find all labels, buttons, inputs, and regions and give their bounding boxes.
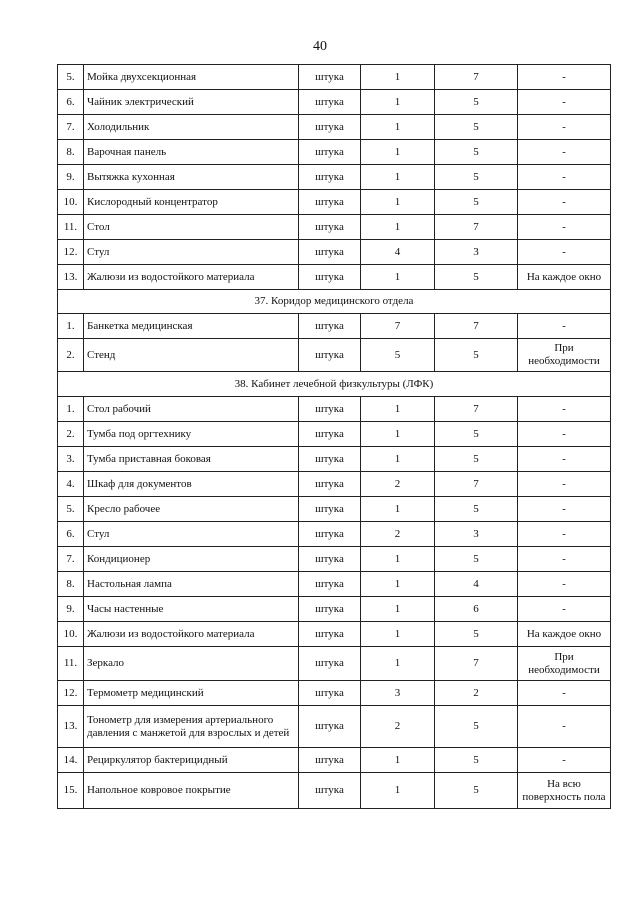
row-number-cell: 14.: [58, 748, 84, 773]
item-name-cell: Шкаф для документов: [84, 472, 299, 497]
table-row: [58, 706, 611, 748]
table-row: [58, 65, 611, 90]
table-row: [58, 314, 611, 339]
table-row: [58, 748, 611, 773]
table-row: [58, 773, 611, 809]
table-row: [58, 572, 611, 597]
note-cell: -: [518, 314, 611, 339]
table-row: [58, 522, 611, 547]
item-name-cell: Рециркулятор бактерицидный: [84, 748, 299, 773]
quantity-cell: 1: [361, 115, 435, 140]
table-row: [58, 447, 611, 472]
unit-cell: штука: [299, 773, 361, 809]
quantity-cell: 7: [361, 314, 435, 339]
service-life-cell: 5: [435, 748, 518, 773]
unit-cell: штука: [299, 65, 361, 90]
service-life-cell: 5: [435, 773, 518, 809]
section-title: 37. Коридор медицинского отдела: [58, 290, 611, 314]
unit-cell: штука: [299, 90, 361, 115]
table-row: [58, 397, 611, 422]
note-cell: На всю поверхность пола: [518, 773, 611, 809]
note-cell: -: [518, 547, 611, 572]
item-name-cell: Тонометр для измерения артериального давления с манжетой для взрослых и детей: [84, 706, 299, 748]
note-cell: -: [518, 140, 611, 165]
table-row: [58, 547, 611, 572]
unit-cell: штука: [299, 422, 361, 447]
table-row: [58, 472, 611, 497]
note-cell: -: [518, 472, 611, 497]
table-row: [58, 681, 611, 706]
row-number-cell: 8.: [58, 140, 84, 165]
service-life-cell: 7: [435, 314, 518, 339]
table-row: [58, 90, 611, 115]
item-name-cell: Чайник электрический: [84, 90, 299, 115]
row-number-cell: 2.: [58, 422, 84, 447]
quantity-cell: 1: [361, 190, 435, 215]
unit-cell: штука: [299, 681, 361, 706]
row-number-cell: 10.: [58, 190, 84, 215]
note-cell: На каждое окно: [518, 622, 611, 647]
service-life-cell: 5: [435, 706, 518, 748]
item-name-cell: Мойка двухсекционная: [84, 65, 299, 90]
item-name-cell: Напольное ковровое покрытие: [84, 773, 299, 809]
item-name-cell: Термометр медицинский: [84, 681, 299, 706]
quantity-cell: 1: [361, 497, 435, 522]
service-life-cell: 2: [435, 681, 518, 706]
table-row: [58, 240, 611, 265]
unit-cell: штука: [299, 748, 361, 773]
quantity-cell: 1: [361, 597, 435, 622]
row-number-cell: 6.: [58, 522, 84, 547]
table-row: [58, 622, 611, 647]
service-life-cell: 5: [435, 447, 518, 472]
item-name-cell: Стул: [84, 522, 299, 547]
service-life-cell: 5: [435, 497, 518, 522]
service-life-cell: 5: [435, 90, 518, 115]
table-row: [58, 190, 611, 215]
quantity-cell: 5: [361, 339, 435, 372]
service-life-cell: 5: [435, 140, 518, 165]
item-name-cell: Кресло рабочее: [84, 497, 299, 522]
item-name-cell: Банкетка медицинская: [84, 314, 299, 339]
item-name-cell: Кислородный концентратор: [84, 190, 299, 215]
service-life-cell: 3: [435, 240, 518, 265]
note-cell: -: [518, 90, 611, 115]
quantity-cell: 1: [361, 647, 435, 681]
table-row: [58, 265, 611, 290]
item-name-cell: Часы настенные: [84, 597, 299, 622]
unit-cell: штука: [299, 115, 361, 140]
unit-cell: штука: [299, 397, 361, 422]
note-cell: -: [518, 397, 611, 422]
note-cell: При необходимости: [518, 339, 611, 372]
item-name-cell: Стул: [84, 240, 299, 265]
row-number-cell: 1.: [58, 314, 84, 339]
item-name-cell: Настольная лампа: [84, 572, 299, 597]
note-cell: -: [518, 706, 611, 748]
service-life-cell: 5: [435, 165, 518, 190]
quantity-cell: 1: [361, 447, 435, 472]
quantity-cell: 1: [361, 215, 435, 240]
equipment-table: [57, 64, 611, 809]
unit-cell: штука: [299, 522, 361, 547]
quantity-cell: 1: [361, 422, 435, 447]
table-row: [58, 115, 611, 140]
item-name-cell: Зеркало: [84, 647, 299, 681]
unit-cell: штука: [299, 472, 361, 497]
item-name-cell: Стол: [84, 215, 299, 240]
note-cell: -: [518, 572, 611, 597]
item-name-cell: Жалюзи из водостойкого материала: [84, 622, 299, 647]
quantity-cell: 1: [361, 748, 435, 773]
row-number-cell: 6.: [58, 90, 84, 115]
section-title: 38. Кабинет лечебной физкультуры (ЛФК): [58, 372, 611, 397]
quantity-cell: 1: [361, 140, 435, 165]
section-row: [58, 372, 611, 397]
note-cell: -: [518, 422, 611, 447]
unit-cell: штука: [299, 165, 361, 190]
quantity-cell: 4: [361, 240, 435, 265]
table-row: [58, 140, 611, 165]
note-cell: -: [518, 215, 611, 240]
section-row: [58, 290, 611, 314]
row-number-cell: 7.: [58, 547, 84, 572]
unit-cell: штука: [299, 240, 361, 265]
quantity-cell: 1: [361, 773, 435, 809]
table-row: [58, 215, 611, 240]
row-number-cell: 1.: [58, 397, 84, 422]
item-name-cell: Варочная панель: [84, 140, 299, 165]
row-number-cell: 9.: [58, 597, 84, 622]
note-cell: -: [518, 522, 611, 547]
item-name-cell: Тумба приставная боковая: [84, 447, 299, 472]
unit-cell: штука: [299, 597, 361, 622]
unit-cell: штука: [299, 647, 361, 681]
quantity-cell: 1: [361, 572, 435, 597]
table-row: [58, 422, 611, 447]
unit-cell: штука: [299, 572, 361, 597]
quantity-cell: 1: [361, 265, 435, 290]
quantity-cell: 1: [361, 547, 435, 572]
note-cell: -: [518, 681, 611, 706]
row-number-cell: 3.: [58, 447, 84, 472]
quantity-cell: 1: [361, 165, 435, 190]
service-life-cell: 5: [435, 190, 518, 215]
quantity-cell: 3: [361, 681, 435, 706]
note-cell: -: [518, 597, 611, 622]
row-number-cell: 15.: [58, 773, 84, 809]
item-name-cell: Холодильник: [84, 115, 299, 140]
item-name-cell: Вытяжка кухонная: [84, 165, 299, 190]
note-cell: При необходимости: [518, 647, 611, 681]
row-number-cell: 5.: [58, 497, 84, 522]
service-life-cell: 3: [435, 522, 518, 547]
row-number-cell: 11.: [58, 215, 84, 240]
unit-cell: штука: [299, 190, 361, 215]
service-life-cell: 6: [435, 597, 518, 622]
row-number-cell: 9.: [58, 165, 84, 190]
item-name-cell: Жалюзи из водостойкого материала: [84, 265, 299, 290]
unit-cell: штука: [299, 447, 361, 472]
note-cell: -: [518, 115, 611, 140]
quantity-cell: 1: [361, 65, 435, 90]
item-name-cell: Стенд: [84, 339, 299, 372]
table-row: [58, 497, 611, 522]
note-cell: -: [518, 165, 611, 190]
row-number-cell: 5.: [58, 65, 84, 90]
row-number-cell: 12.: [58, 681, 84, 706]
row-number-cell: 10.: [58, 622, 84, 647]
note-cell: -: [518, 447, 611, 472]
item-name-cell: Стол рабочий: [84, 397, 299, 422]
table-row: [58, 597, 611, 622]
quantity-cell: 1: [361, 622, 435, 647]
row-number-cell: 2.: [58, 339, 84, 372]
quantity-cell: 2: [361, 472, 435, 497]
item-name-cell: Тумба под оргтехнику: [84, 422, 299, 447]
unit-cell: штука: [299, 547, 361, 572]
service-life-cell: 7: [435, 215, 518, 240]
unit-cell: штука: [299, 265, 361, 290]
equipment-table-body: [58, 65, 611, 809]
row-number-cell: 11.: [58, 647, 84, 681]
note-cell: -: [518, 190, 611, 215]
service-life-cell: 7: [435, 65, 518, 90]
service-life-cell: 5: [435, 115, 518, 140]
unit-cell: штука: [299, 497, 361, 522]
row-number-cell: 4.: [58, 472, 84, 497]
row-number-cell: 8.: [58, 572, 84, 597]
unit-cell: штука: [299, 140, 361, 165]
quantity-cell: 2: [361, 706, 435, 748]
unit-cell: штука: [299, 314, 361, 339]
service-life-cell: 7: [435, 472, 518, 497]
table-row: [58, 647, 611, 681]
unit-cell: штука: [299, 215, 361, 240]
service-life-cell: 4: [435, 572, 518, 597]
service-life-cell: 5: [435, 622, 518, 647]
quantity-cell: 2: [361, 522, 435, 547]
unit-cell: штука: [299, 706, 361, 748]
quantity-cell: 1: [361, 397, 435, 422]
row-number-cell: 12.: [58, 240, 84, 265]
unit-cell: штука: [299, 622, 361, 647]
unit-cell: штука: [299, 339, 361, 372]
service-life-cell: 5: [435, 265, 518, 290]
service-life-cell: 5: [435, 339, 518, 372]
note-cell: -: [518, 497, 611, 522]
item-name-cell: Кондиционер: [84, 547, 299, 572]
table-row: [58, 339, 611, 372]
note-cell: -: [518, 240, 611, 265]
page-number: 40: [313, 39, 327, 54]
table-row: [58, 165, 611, 190]
note-cell: -: [518, 748, 611, 773]
service-life-cell: 7: [435, 647, 518, 681]
quantity-cell: 1: [361, 90, 435, 115]
row-number-cell: 13.: [58, 706, 84, 748]
service-life-cell: 7: [435, 397, 518, 422]
service-life-cell: 5: [435, 422, 518, 447]
row-number-cell: 13.: [58, 265, 84, 290]
row-number-cell: 7.: [58, 115, 84, 140]
note-cell: -: [518, 65, 611, 90]
service-life-cell: 5: [435, 547, 518, 572]
note-cell: На каждое окно: [518, 265, 611, 290]
